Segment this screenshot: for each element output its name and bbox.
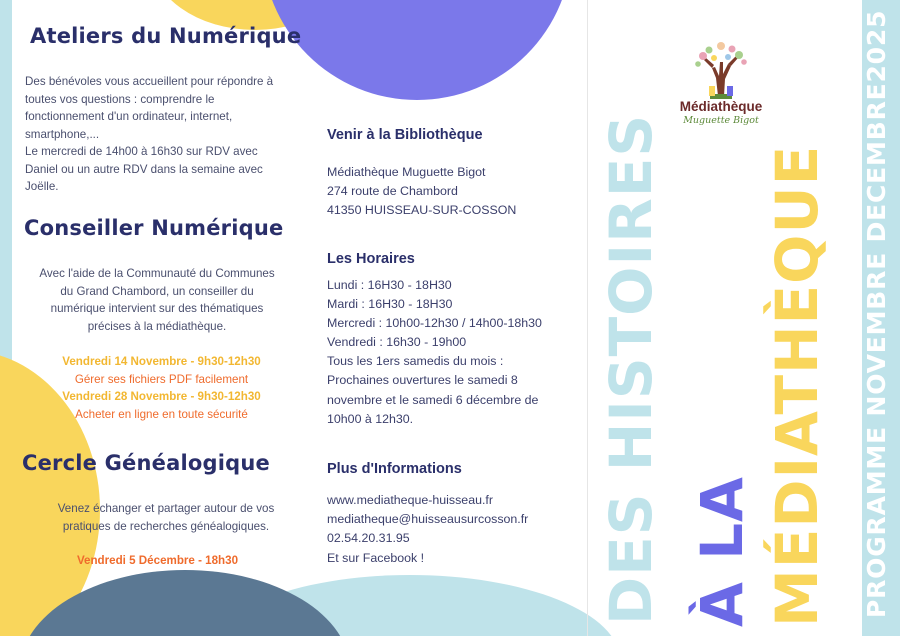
event-date: Vendredi 14 Novembre - 9h30-12h30 <box>62 355 261 368</box>
cercle-title: Cercle Généalogique <box>22 451 270 475</box>
ateliers-line: smartphone,... <box>25 127 100 141</box>
programme-label: PROGRAMME NOVEMBRE DECEMBRE2025 <box>862 9 891 618</box>
conseiller-events <box>14 353 309 423</box>
address-line: Médiathèque Muguette Bigot <box>327 165 486 179</box>
logo-subtitle: Muguette Bigot <box>683 115 759 126</box>
cover-title-a-la: À LA <box>688 476 756 627</box>
conseiller-title: Conseiller Numérique <box>24 216 284 240</box>
cercle-text <box>22 500 310 535</box>
ateliers-title: Ateliers du Numérique <box>30 24 302 48</box>
cover-title-histoires: DES HISTOIRES <box>597 113 665 625</box>
conseiller-line: numérique intervient sur des thématiques <box>50 302 264 315</box>
ateliers-line: Des bénévoles vous accueillent pour répondre à <box>25 75 274 88</box>
infos-title: Plus d'Informations <box>327 461 462 477</box>
cercle-line: Venez échanger et partager autour de vos <box>57 502 275 515</box>
cercle-event <box>10 552 305 570</box>
ateliers-text <box>25 73 315 196</box>
ateliers-line: Daniel ou un autre RDV dans la semaine avec <box>25 162 263 176</box>
event-date: Vendredi 5 Décembre - 18h30 <box>76 554 239 567</box>
cercle-line: pratiques de recherches généalogiques. <box>62 519 270 533</box>
ateliers-line: Le mercredi de 14h00 à 16h30 sur RDV avec <box>25 145 258 158</box>
horaire-line: Tous les 1ers samedis du mois : <box>327 354 504 369</box>
phone-number[interactable]: 02.54.20.31.95 <box>327 531 410 546</box>
horaire-line: Lundi : 16H30 - 18H30 <box>327 278 452 292</box>
horaires-text <box>327 276 542 429</box>
facebook-mention: Et sur Facebook ! <box>327 550 425 565</box>
horaire-line: novembre et le samedi 6 décembre de <box>327 392 539 407</box>
event-title: Gérer ses fichiers PDF facilement <box>74 372 249 386</box>
venir-title: Venir à la Bibliothèque <box>327 127 483 143</box>
horaire-line: Prochaines ouvertures le samedi 8 <box>327 373 518 388</box>
logo-name: Médiathèque <box>679 99 763 114</box>
horaire-line: Mercredi : 10h00-12h30 / 14h00-18h30 <box>327 316 542 331</box>
ateliers-line: Joëlle. <box>25 180 59 193</box>
address-line: 41350 HUISSEAU-SUR-COSSON <box>327 203 517 218</box>
venir-text <box>327 163 516 221</box>
horaires-title: Les Horaires <box>327 251 415 267</box>
email-link[interactable]: mediatheque@huisseausurcosson.fr <box>327 512 529 527</box>
horaire-line: Mardi : 16H30 - 18H30 <box>327 297 453 312</box>
event-title: Acheter en ligne en toute sécurité <box>75 407 248 421</box>
conseiller-line: précises à la médiathèque. <box>87 319 227 333</box>
infos-text <box>327 491 528 568</box>
address-line: 274 route de Chambord <box>327 184 458 199</box>
ateliers-line: toutes vos questions : comprendre le <box>25 92 215 106</box>
ateliers-line: fonctionnement d'un ordinateur, internet, <box>25 110 233 123</box>
fold-line <box>587 0 588 636</box>
cover-title-mediatheque: MÉDIATHÈQUE <box>763 144 831 627</box>
website-link[interactable]: www.mediatheque-huisseau.fr <box>327 493 493 507</box>
conseiller-text <box>22 265 292 335</box>
event-date: Vendredi 28 Novembre - 9h30-12h30 <box>62 390 261 403</box>
conseiller-line: Avec l'aide de la Communauté du Communes <box>39 267 275 280</box>
conseiller-line: du Grand Chambord, un conseiller du <box>60 284 254 298</box>
horaire-line: Vendredi : 16h30 - 19h00 <box>327 335 467 350</box>
horaire-line: 10h00 à 12h30. <box>327 411 414 426</box>
